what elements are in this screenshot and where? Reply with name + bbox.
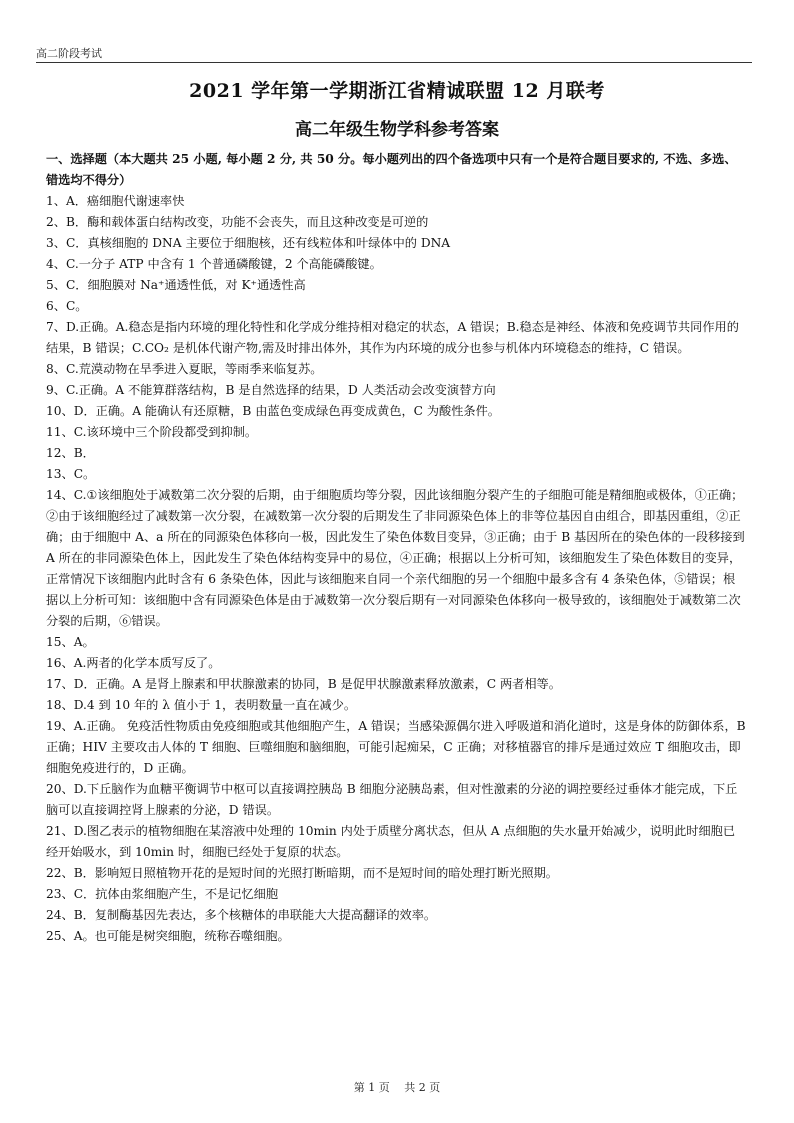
answer-item: 13、C。 xyxy=(46,467,96,481)
answer-item: 5、C．细胞膜对 Na⁺通透性低，对 K⁺通透性高 xyxy=(46,278,306,292)
answer-item: 3、C．真核细胞的 DNA 主要位于细胞核，还有线粒体和叶绿体中的 DNA xyxy=(46,236,451,250)
answer-item: 21、D.图乙表示的植物细胞在某溶液中处理的 10min 内处于质壁分离状态，但从 A 点细胞的失水量开始减少，说明此时细胞已经开始吸水，到 10min 时，细胞已经处于复原的状态。 xyxy=(46,824,736,859)
section-heading: 一、选择题（本大题共 25 小题, 每小题 2 分, 共 50 分。每小题列出的四个备选项中只有一个是符合题目要求的, 不选、多选、错选均不得分） xyxy=(46,152,737,187)
answer-item: 17、D．正确。A 是肾上腺素和甲状腺激素的协同，B 是促甲状腺激素释放激素，C 两者相等。 xyxy=(46,677,561,691)
answer-item: 15、A。 xyxy=(46,635,95,649)
answer-item: 9、C.正确。A 不能算群落结构，B 是自然选择的结果，D 人类活动会改变演替方向 xyxy=(46,383,496,397)
document-title: 2021 学年第一学期浙江省精诚联盟 12 月联考 xyxy=(189,80,605,102)
answer-item: 11、C.该环境中三个阶段都受到抑制。 xyxy=(46,425,258,439)
answer-item: 16、A.两者的化学本质写反了。 xyxy=(46,656,221,670)
answer-item: 24、B．复制酶基因先表达，多个核糖体的串联能大大提高翻译的效率。 xyxy=(46,908,437,922)
header-divider xyxy=(36,62,752,63)
answer-item: 7、D.正确。A.稳态是指内环境的理化特性和化学成分维持相对稳定的状态，A 错误；B.稳态是神经、体液和免疫调节共同作用的结果，B 错误；C.CO₂ 是机体代谢产物,需及时排出体外，其作为内环境的成分也参与机体内环境稳态的维持，C 错误。 xyxy=(46,320,739,355)
answer-item: 6、C。 xyxy=(46,299,88,313)
answer-item: 19、A.正确。 免疫活性物质由免疫细胞或其他细胞产生，A 错误；当感染源偶尔进入呼吸道和消化道时，这是身体的防御体系，B 正确；HIV 主要攻击人体的 T 细胞、巨噬细胞和脑细胞，可能引起痴呆，C 正确；对移植器官的排斥是通过效应 T 细胞攻击，即细胞免疫进行的，D 正确。 xyxy=(46,719,746,775)
answer-item: 18、D.4 到 10 年的 λ 值小于 1，表明数量一直在减少。 xyxy=(46,698,357,712)
answer-item: 23、C．抗体由浆细胞产生，不是记忆细胞 xyxy=(46,887,279,901)
answer-item: 8、C.荒漠动物在旱季进入夏眠，等雨季来临复苏。 xyxy=(46,362,323,376)
answer-item: 4、C.一分子 ATP 中含有 1 个普通磷酸键，2 个高能磷酸键。 xyxy=(46,257,382,271)
answer-item: 1、A．癌细胞代谢速率快 xyxy=(46,194,185,208)
answer-item: 20、D.下丘脑作为血糖平衡调节中枢可以直接调控胰岛 B 细胞分泌胰岛素，但对性激素的分泌的调控要经过垂体才能完成，下丘脑可以直接调控肾上腺素的分泌，D 错误。 xyxy=(46,782,738,817)
answer-item: 25、A。也可能是树突细胞，统称吞噬细胞。 xyxy=(46,929,290,943)
answer-item: 2、B．酶和载体蛋白结构改变，功能不会丧失，而且这种改变是可逆的 xyxy=(46,215,429,229)
document-subtitle: 高二年级生物学科参考答案 xyxy=(295,120,499,140)
answer-content xyxy=(46,149,746,947)
answer-item: 10、D．正确。A 能确认有还原糖，B 由蓝色变成绿色再变成黄色，C 为酸性条件。 xyxy=(46,404,500,418)
answer-list xyxy=(46,191,746,947)
page-footer: 第 1 页 共 2 页 xyxy=(353,1081,441,1094)
answer-item: 22、B．影响短日照植物开花的是短时间的光照打断暗期，而不是短时间的暗处理打断光照期。 xyxy=(46,866,558,880)
answer-item: 14、C.①该细胞处于减数第二次分裂的后期，由于细胞质均等分裂，因此该细胞分裂产生的子细胞可能是精细胞或极体，①正确；②由于该细胞经过了减数第一次分裂，在减数第一次分裂的后期发生了非同源染色体上的非等位基因自由组合，即基因重组，②正确；由于细胞中 A、a 所在的同源染色体移向一极，因此发生了染色体数目变异，③正确；由于 B 基因所在的染色体的一段移接到 A 所在的非同源染色体上，因此发生了染色体结构变异中的易位，④正确；根据以上分析可知，该细胞发生了染色体数目的变异，正常情况下该细胞内此时含有 6 条染色体，因此与该细胞来自同一个亲代细胞的另一个细胞中最多含有 4 条染色体，⑤错误；根据以上分析可知：该细胞中含有同源染色体是由于减数第一次分裂后期有一对同源染色体移向一极导致的，该细胞处于减数第二次分裂的后期，⑥错误。 xyxy=(46,488,745,628)
answer-item: 12、B． xyxy=(46,446,95,460)
exam-header-label: 高二阶段考试 xyxy=(36,47,102,60)
